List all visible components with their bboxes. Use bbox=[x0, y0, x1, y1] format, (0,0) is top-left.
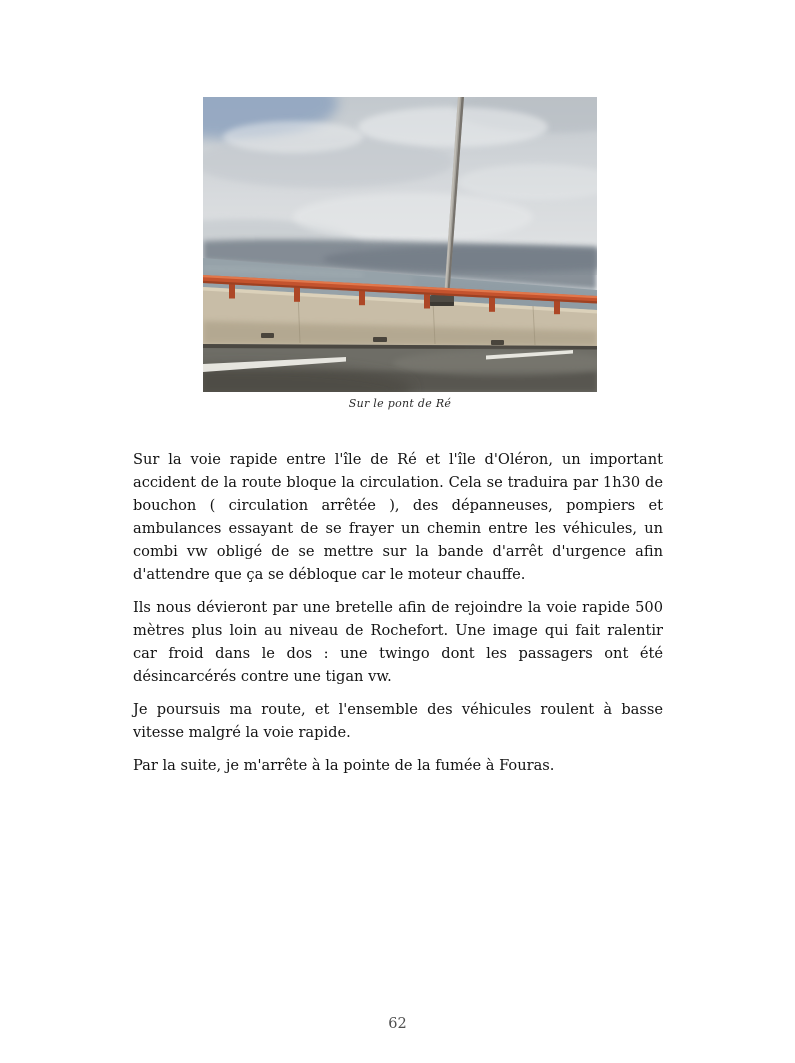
body-text bbox=[133, 448, 663, 787]
paragraph-accident: Sur la voie rapide entre l'île de Ré et l'île d'Oléron, un important accident de la route bloque la circulation. Cela se traduira par 1h30 de bouchon ( circulation arrêtée ), des dépanneuses, pompiers et ambulances essayant de se frayer un chemin entre les véhicules, un combi vw obligé de se mettre sur la bande d'arrêt d'urgence afin d'attendre que ça se débloque car le moteur chauffe. bbox=[133, 451, 663, 583]
paragraph-deviation: Ils nous dévieront par une bretelle afin de rejoindre la voie rapide 500 mètres plus loin au niveau de Rochefort. Une image qui fait ralentir car froid dans le dos : une twingo dont les passagers ont été désincarcérés contre une tigan vw. bbox=[133, 599, 663, 685]
lamppost-base bbox=[430, 295, 454, 306]
bridge-photo bbox=[203, 97, 597, 392]
paragraph-fouras: Par la suite, je m'arrête à la pointe de la fumée à Fouras. bbox=[133, 757, 555, 774]
figure bbox=[203, 97, 597, 410]
road bbox=[203, 344, 597, 392]
paragraph-route: Je poursuis ma route, et l'ensemble des véhicules roulent à basse vitesse malgré la voie rapide. bbox=[133, 701, 663, 741]
page-footer bbox=[0, 1016, 795, 1032]
page-number: 62 bbox=[388, 1016, 407, 1032]
figure-caption: Sur le pont de Ré bbox=[348, 397, 452, 410]
